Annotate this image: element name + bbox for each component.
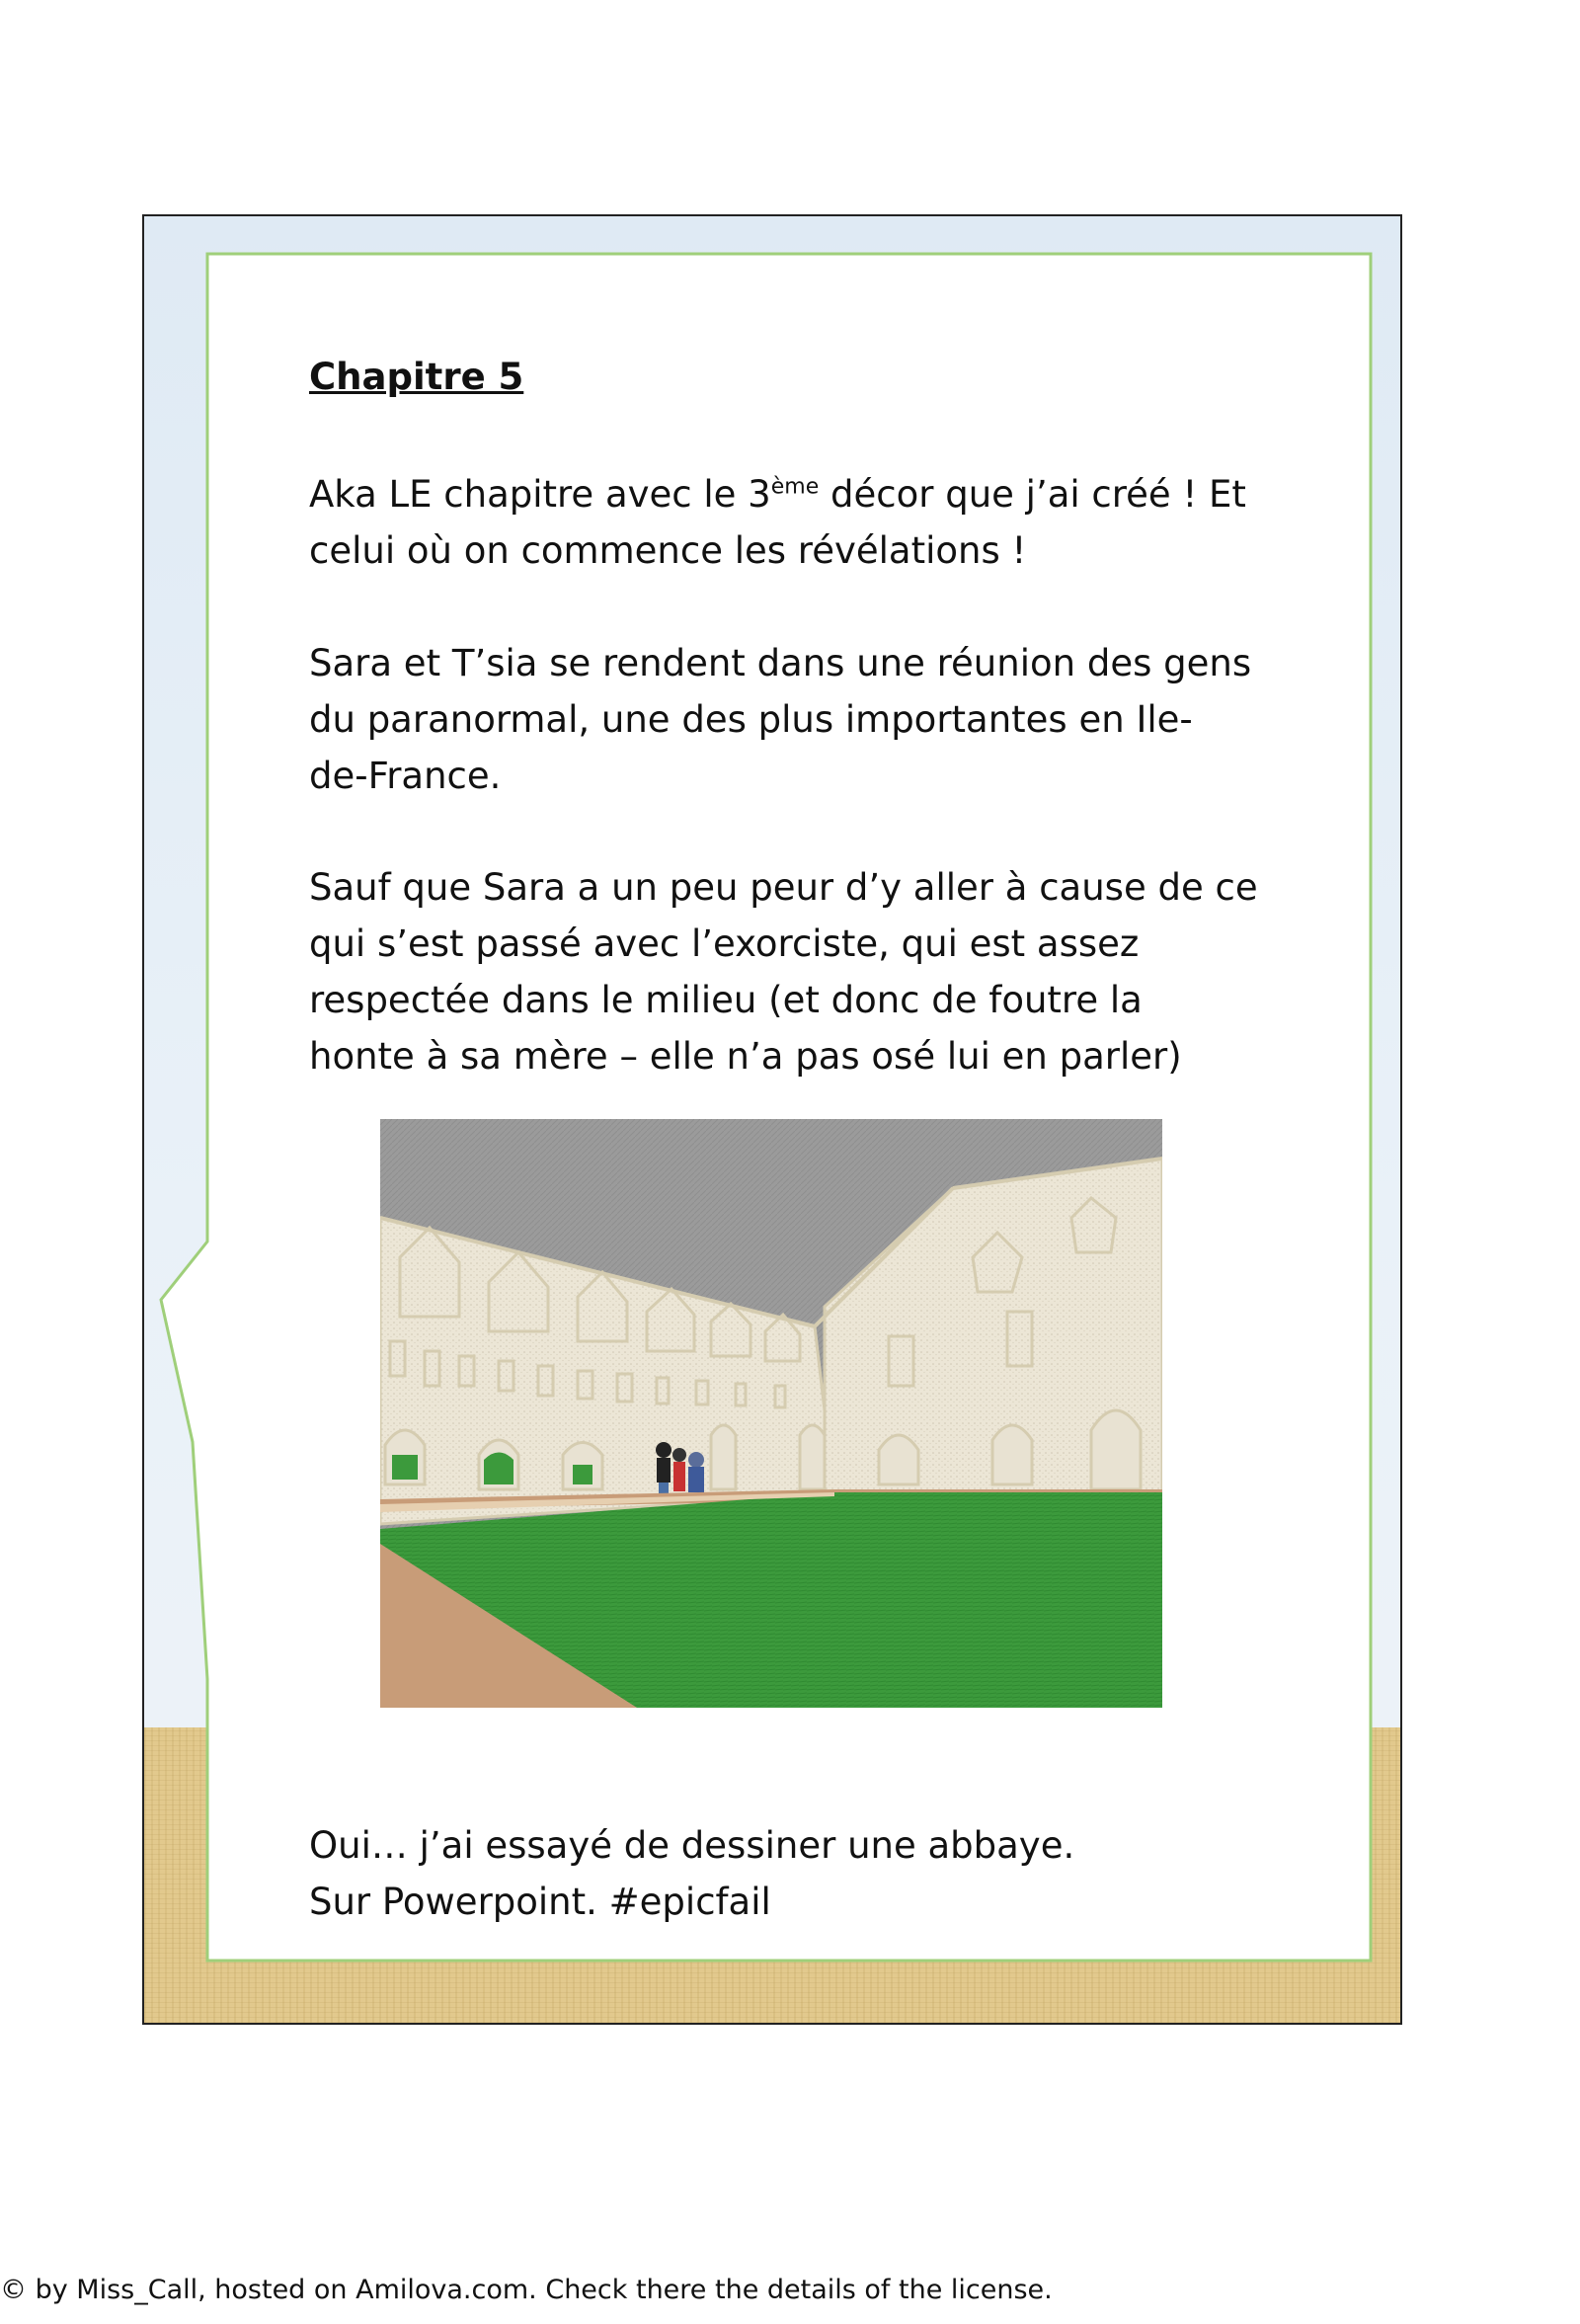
fear-line-2: qui s’est passé avec l’exorciste, qui est assez	[309, 922, 1140, 965]
meeting-line-3: de-France.	[309, 755, 502, 797]
fear-line-4: honte à sa mère – elle n’a pas osé lui en parler)	[309, 1035, 1182, 1078]
intro-line-2: celui où on commence les révélations !	[309, 529, 1027, 572]
fear-line-3: respectée dans le milieu (et donc de foutre la	[309, 979, 1143, 1021]
caption-line-2: Sur Powerpoint. #epicfail	[309, 1881, 771, 1923]
abbey-illustration	[380, 1119, 1162, 1708]
intro-paragraph	[309, 466, 1297, 579]
meeting-line-2: du paranormal, une des plus importantes en Ile-	[309, 698, 1193, 741]
license-footer: © by Miss_Call, hosted on Amilova.com. Check there the details of the license.	[0, 2275, 1053, 2305]
meeting-line-1: Sara et T’sia se rendent dans une réunion des gens	[309, 642, 1252, 684]
caption-paragraph	[309, 1817, 1297, 1930]
meeting-paragraph	[309, 635, 1297, 804]
fear-paragraph	[309, 859, 1297, 1084]
intro-line-1: Aka LE chapitre avec le 3ème décor que j’ai créé ! Et	[309, 473, 1246, 516]
caption-line-1: Oui… j’ai essayé de dessiner une abbaye.	[309, 1824, 1075, 1867]
chapter-heading: Chapitre 5	[309, 356, 524, 398]
fear-line-1: Sauf que Sara a un peu peur d’y aller à cause de ce	[309, 866, 1258, 909]
